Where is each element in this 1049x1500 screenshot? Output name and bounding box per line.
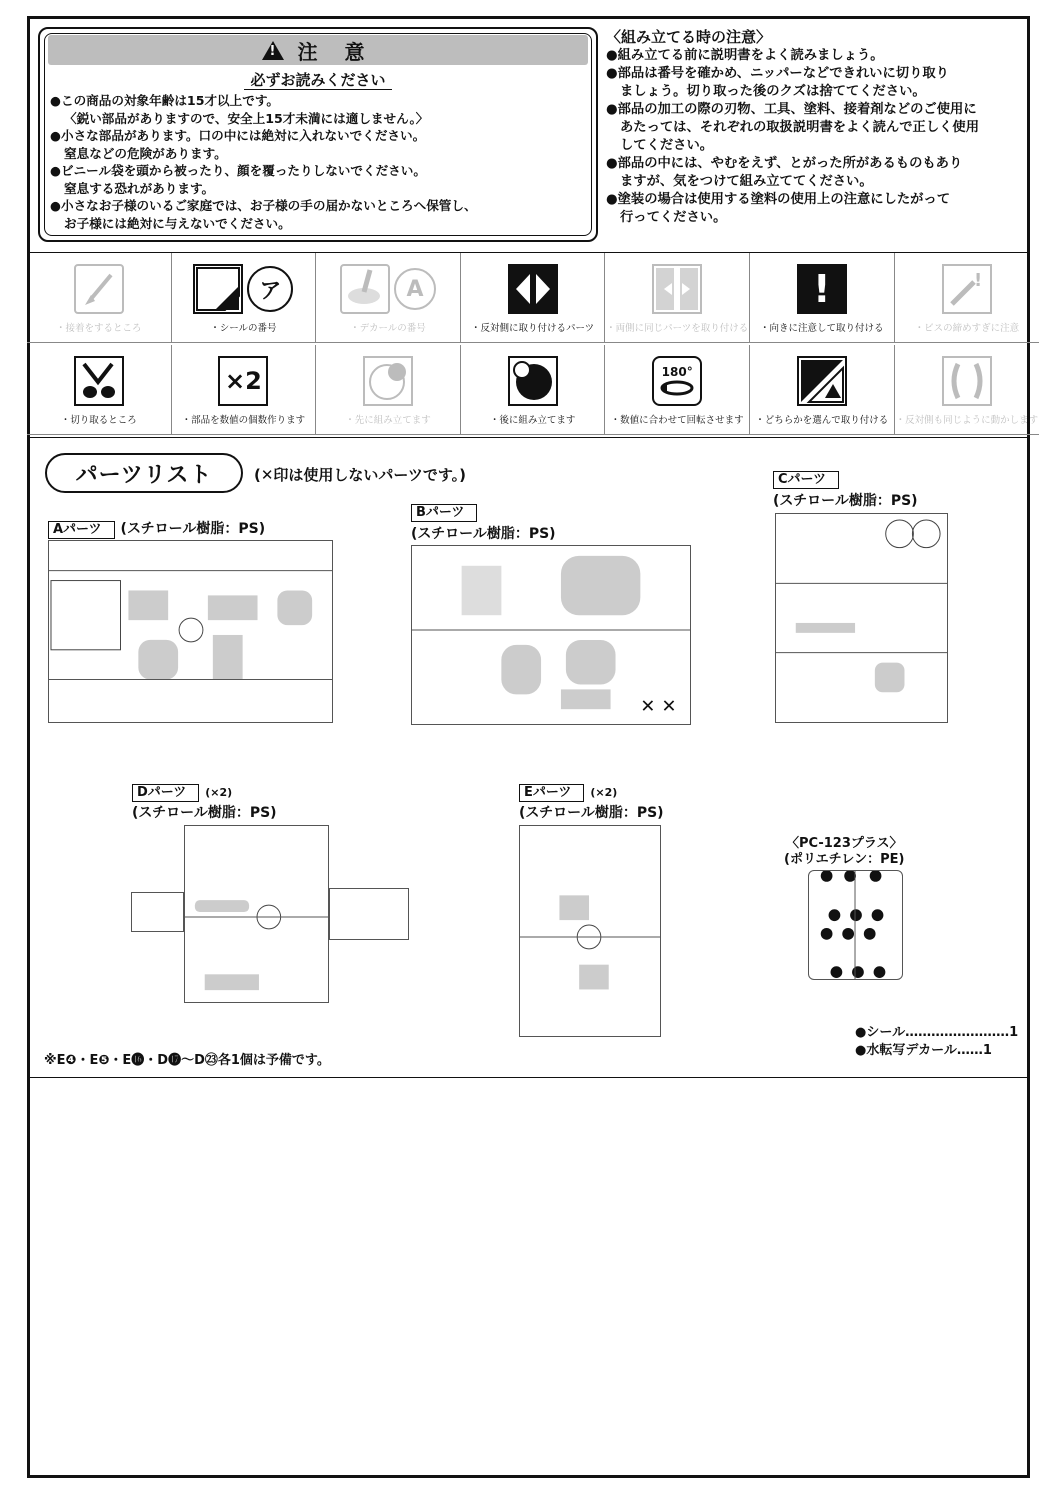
runner-b-diagram bbox=[412, 546, 690, 724]
legend-label: ・反対側も同じように動かします bbox=[895, 415, 1039, 426]
runner-d-right-wing bbox=[329, 888, 409, 940]
choose-one-icon bbox=[797, 356, 847, 406]
legend-glue bbox=[27, 253, 172, 343]
runner-b-tag: Bパーツ bbox=[411, 504, 477, 522]
runner-c-label bbox=[773, 468, 918, 512]
legend-direction bbox=[750, 253, 895, 343]
section-divider bbox=[27, 1077, 1030, 1078]
assembly-line: ●部品の中には、やむをえず、とがった所があるものもあり bbox=[606, 156, 963, 171]
legend-label: ・数値に合わせて回転させます bbox=[610, 415, 744, 426]
assemble-later-icon bbox=[508, 356, 558, 406]
runner-d-label bbox=[132, 782, 277, 823]
screw-caution-icon bbox=[942, 264, 992, 314]
extra-decal: ●水転写デカール……1 bbox=[855, 1043, 992, 1058]
svg-text:!: ! bbox=[973, 270, 983, 291]
caution-line: お子様には絶対に与えないでください。 bbox=[64, 215, 291, 231]
runner-e-material: (スチロール樹脂：PS) bbox=[519, 805, 664, 821]
runner-a-label bbox=[48, 518, 265, 539]
pc-parts-label bbox=[784, 836, 904, 868]
runner-b-label bbox=[411, 501, 556, 545]
runner-b-material: (スチロール樹脂：PS) bbox=[411, 526, 556, 542]
caution-line: ●小さなお子様のいるご家庭では、お子様の手の届かないところへ保管し、 bbox=[50, 198, 477, 213]
assembly-line: ましょう。切り取った後のクズは捨ててください。 bbox=[620, 84, 926, 99]
decal-icon bbox=[340, 264, 390, 314]
assembly-line: ますが、気をつけて組み立ててください。 bbox=[620, 174, 873, 189]
decal-number-icon: A bbox=[394, 268, 436, 310]
assembly-line: ●組み立てる前に説明書をよく読みましょう。 bbox=[606, 48, 884, 63]
sticker-number-icon: ア bbox=[247, 266, 293, 312]
runner-d-count: (×2) bbox=[205, 786, 233, 799]
sticker-icon bbox=[193, 264, 243, 314]
caution-lines bbox=[50, 92, 588, 232]
warning-triangle-icon bbox=[262, 41, 284, 60]
assembly-notes bbox=[606, 28, 1026, 227]
runner-d-material: (スチロール樹脂：PS) bbox=[132, 805, 277, 821]
legend-rotate bbox=[605, 345, 750, 435]
legend-both-sides bbox=[605, 253, 750, 343]
rotate-180-icon bbox=[652, 356, 702, 406]
caution-line: ●小さな部品があります。口の中には絶対に入れないでください。 bbox=[50, 128, 426, 143]
opposite-side-icon bbox=[508, 264, 558, 314]
symbol-legend bbox=[27, 253, 1039, 437]
runner-c-tag: Cパーツ bbox=[773, 471, 839, 489]
legend-label: ・どちらかを選んで取り付ける bbox=[755, 415, 889, 426]
included-extras bbox=[855, 1024, 1018, 1060]
legend-label: ・部品を数値の個数作ります bbox=[181, 415, 306, 426]
caution-title: 注 意 bbox=[297, 39, 375, 64]
runner-e-tag: Eパーツ bbox=[519, 784, 584, 802]
runner-a-tag: Aパーツ bbox=[48, 521, 115, 539]
pc-parts-material: (ポリエチレン：PE) bbox=[784, 852, 905, 867]
caution-subtitle: 必ずお読みください bbox=[244, 71, 391, 90]
legend-label: ・後に組み立てます bbox=[489, 415, 576, 426]
legend-label: ・シールの番号 bbox=[210, 323, 277, 334]
caution-line: 窒息する恐れがあります。 bbox=[64, 180, 215, 196]
parts-list-note: (✕印は使用しないパーツです。) bbox=[254, 466, 466, 484]
runner-c bbox=[775, 513, 948, 723]
runner-e-diagram bbox=[520, 826, 660, 1036]
legend-label: ・両側に同じパーツを取り付ける bbox=[606, 323, 749, 334]
legend-count bbox=[172, 345, 317, 435]
runner-d bbox=[184, 825, 329, 1003]
runner-d-diagram bbox=[185, 826, 328, 1002]
legend-choose bbox=[750, 345, 895, 435]
caution-header bbox=[48, 35, 588, 65]
spare-parts-note: ※E❹・E❺・E⓰・D⓱～D㉓各1個は予備です。 bbox=[44, 1053, 330, 1068]
caution-line: ●この商品の対象年齢は15才以上です。 bbox=[50, 93, 280, 108]
legend-label: ・ビスの締めすぎに注意 bbox=[914, 323, 1020, 334]
legend-label: ・向きに注意して取り付ける bbox=[760, 323, 884, 334]
runner-a-diagram bbox=[49, 541, 332, 722]
section-divider bbox=[27, 437, 1030, 438]
runner-pc-diagram bbox=[809, 871, 902, 979]
caution-line: 窒息などの危険があります。 bbox=[64, 145, 227, 161]
runner-b bbox=[411, 545, 691, 725]
runner-c-diagram bbox=[776, 514, 947, 722]
runner-a bbox=[48, 540, 333, 723]
both-sides-icon bbox=[652, 264, 702, 314]
runner-c-material: (スチロール樹脂：PS) bbox=[773, 493, 918, 509]
caution-line: ●ビニール袋を頭から被ったり、顔を覆ったりしないでください。 bbox=[50, 163, 426, 178]
legend-label: ・先に組み立てます bbox=[345, 415, 431, 426]
nipper-cut-icon bbox=[74, 356, 124, 406]
legend-label: ・反対側に取り付けるパーツ bbox=[471, 323, 595, 334]
runner-e-label bbox=[519, 782, 664, 823]
runner-e bbox=[519, 825, 661, 1037]
legend-label: ・接着をするところ bbox=[56, 323, 142, 334]
legend-screw bbox=[895, 253, 1040, 343]
runner-d-left-wing bbox=[131, 892, 184, 932]
assembly-line: ●部品の加工の際の刃物、工具、塗料、接着剤などのご使用に bbox=[606, 102, 977, 117]
assembly-line: ●塗装の場合は使用する塗料の使用上の注意にしたがって bbox=[606, 192, 951, 207]
caution-box bbox=[38, 27, 598, 242]
legend-label: ・切り取るところ bbox=[60, 415, 137, 426]
legend-sticker bbox=[172, 253, 317, 343]
assemble-first-icon bbox=[363, 356, 413, 406]
assembly-line: してください。 bbox=[620, 138, 714, 153]
assembly-title: 〈組み立てる時の注意〉 bbox=[606, 28, 772, 46]
exclamation-icon: ! bbox=[797, 264, 847, 314]
legend-decal bbox=[316, 253, 461, 343]
legend-label: ・デカールの番号 bbox=[350, 323, 426, 334]
assembly-line: 行ってください。 bbox=[620, 210, 727, 225]
runner-e-count: (×2) bbox=[590, 786, 618, 799]
legend-first bbox=[316, 345, 461, 435]
legend-later bbox=[461, 345, 606, 435]
caution-line: 〈鋭い部品がありますので、安全上15才未満には適しません。〉 bbox=[64, 110, 429, 126]
legend-move-both bbox=[895, 345, 1040, 435]
extra-seal: ●シール……………………1 bbox=[855, 1025, 1019, 1040]
svg-text:✕ ✕: ✕ ✕ bbox=[640, 696, 677, 718]
legend-opposite bbox=[461, 253, 606, 343]
parts-list-title: パーツリスト bbox=[45, 453, 243, 493]
glue-brush-icon bbox=[74, 264, 124, 314]
runner-pc bbox=[808, 870, 903, 980]
pc-parts-name: 〈PC-123プラス〉 bbox=[785, 836, 903, 851]
rotate-label: 180° bbox=[661, 365, 693, 379]
assembly-line: あたっては、それぞれの取扱説明書をよく読んで正しく使用 bbox=[620, 120, 980, 135]
legend-cut bbox=[27, 345, 172, 435]
runner-a-material: (スチロール樹脂：PS) bbox=[120, 521, 266, 537]
assembly-line: ●部品は番号を確かめ、ニッパーなどできれいに切り取り bbox=[606, 66, 949, 81]
runner-d-tag: Dパーツ bbox=[132, 784, 199, 802]
multiply-two-icon: ×2 bbox=[218, 356, 268, 406]
move-both-icon bbox=[942, 356, 992, 406]
